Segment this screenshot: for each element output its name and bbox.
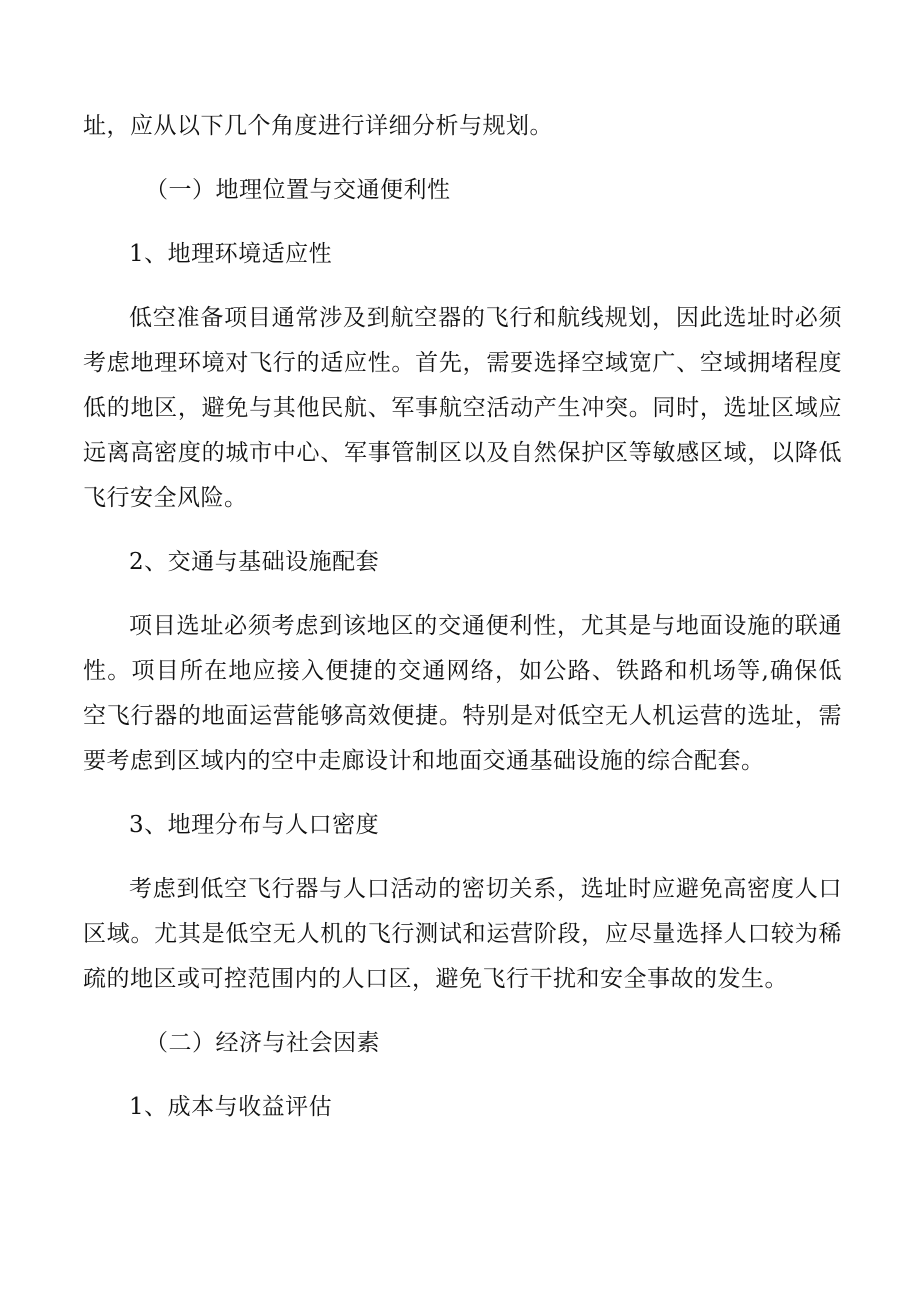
subheading-population-density: 3、地理分布与人口密度 [129,812,380,838]
section-heading-geography-transport: （一）地理位置与交通便利性 [145,177,451,203]
subheading-cost-benefit: 1、成本与收益评估 [129,1094,333,1120]
paragraph-population-density: 考虑到低空飞行器与人口活动的密切关系，选址时应避免高密度人口区域。尤其是低空无人机的飞行测试和运营阶段，应尽量选择人口较为稀疏的地区或可控范围内的人口区，避免飞行干扰和安全事故的发生。 [83,876,842,992]
subheading-transport-infrastructure: 2、交通与基础设施配套 [129,549,380,575]
section-heading-economic-social: （二）经济与社会因素 [145,1030,380,1056]
subheading-geographic-adaptability: 1、地理环境适应性 [129,241,333,267]
paragraph-transport-infrastructure: 项目选址必须考虑到该地区的交通便利性，尤其是与地面设施的联通性。项目所在地应接入便捷的交通网络，如公路、铁路和机场等,确保低空飞行器的地面运营能够高效便捷。特别是对低空无人机运营的选址，需要考虑到区域内的空中走廊设计和地面交通基础设施的综合配套。 [83,613,842,774]
paragraph-geographic-adaptability: 低空准备项目通常涉及到航空器的飞行和航线规划，因此选址时必须考虑地理环境对飞行的适应性。首先，需要选择空域宽广、空域拥堵程度低的地区，避免与其他民航、军事航空活动产生冲突。同时，选址区域应远离高密度的城市中心、军事管制区以及自然保护区等敏感区域，以降低飞行安全风险。 [83,305,842,511]
paragraph-continuation: 址，应从以下几个角度进行详细分析与规划。 [83,113,553,139]
